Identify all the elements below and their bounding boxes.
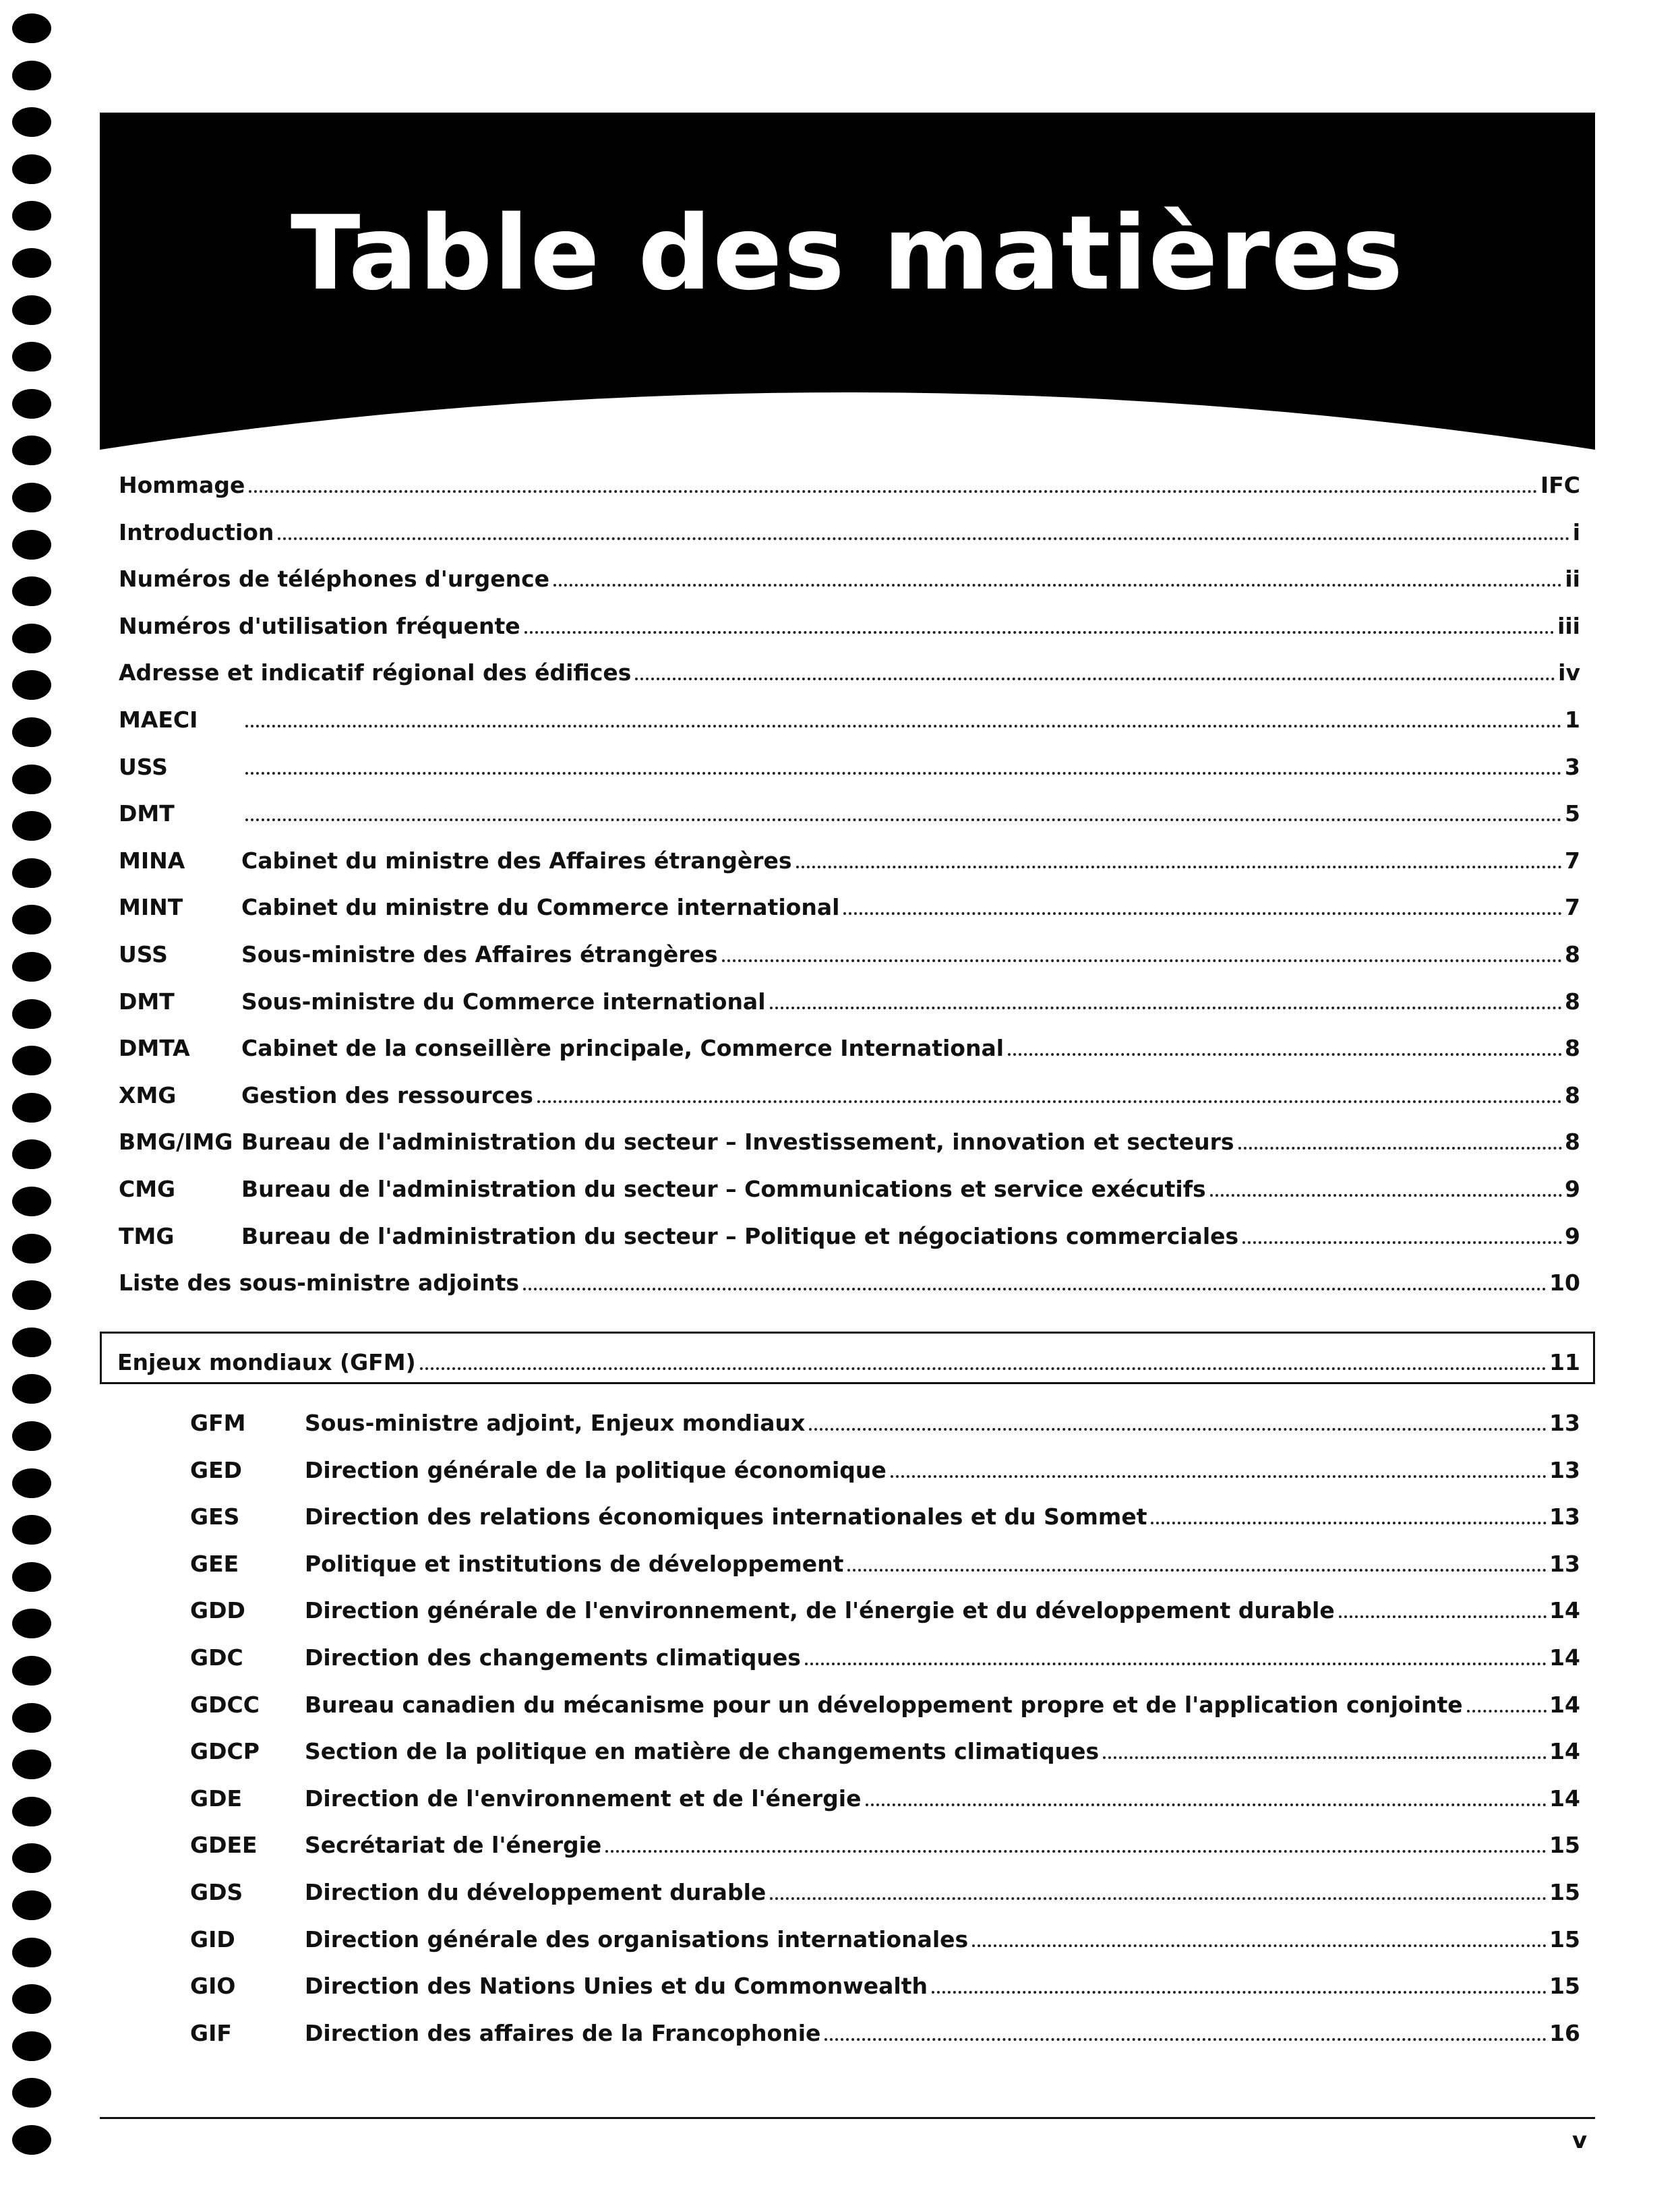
toc-page-number: 8 <box>1565 1035 1580 1062</box>
toc-code: MINT <box>119 894 183 921</box>
toc-title: Liste des sous-ministre adjoints <box>119 1270 520 1296</box>
leader-dots <box>1210 1194 1562 1197</box>
binding-hole <box>12 2031 51 2061</box>
page-number: v <box>1572 2127 1588 2154</box>
toc-row[interactable] <box>190 1868 1580 1905</box>
toc-code: MINA <box>119 847 185 874</box>
footer-rule <box>100 2117 1595 2119</box>
toc-code: GDC <box>190 1644 243 1671</box>
toc-page-number: 14 <box>1549 1785 1580 1812</box>
leader-dots <box>523 1288 1547 1290</box>
toc-title: Direction du développement durable <box>305 1879 767 1905</box>
toc-title: Adresse et indicatif régional des édifices <box>119 659 632 686</box>
section-page: 11 <box>1549 1349 1580 1375</box>
toc-row[interactable] <box>190 1586 1580 1623</box>
toc-row[interactable] <box>119 1117 1580 1155</box>
leader-dots <box>245 772 1562 775</box>
binding-hole <box>12 1374 51 1404</box>
toc-page-number: i <box>1572 518 1580 545</box>
leader-dots <box>809 1428 1547 1431</box>
leader-dots <box>524 631 1555 634</box>
leader-dots <box>770 1007 1563 1009</box>
toc-row[interactable] <box>119 554 1580 592</box>
toc-row[interactable] <box>190 1680 1580 1718</box>
leader-dots <box>420 1367 1547 1370</box>
toc-page-number: 8 <box>1565 1081 1580 1108</box>
leader-dots <box>972 1944 1547 1947</box>
toc-code: GDD <box>190 1597 245 1624</box>
toc-page-number: 14 <box>1549 1644 1580 1671</box>
toc-code: GDEE <box>190 1832 258 1859</box>
toc-row[interactable] <box>119 601 1580 639</box>
toc-row[interactable] <box>190 1820 1580 1858</box>
toc-row[interactable] <box>119 1258 1580 1296</box>
toc-code: GDCC <box>190 1691 260 1718</box>
binding-hole <box>12 483 51 512</box>
binding-hole <box>12 905 51 934</box>
toc-title: Direction des changements climatiques <box>305 1644 801 1671</box>
toc-page-number: 9 <box>1565 1222 1580 1249</box>
toc-page-number: 13 <box>1549 1503 1580 1530</box>
binding-hole <box>12 1468 51 1498</box>
binding-hole <box>12 201 51 231</box>
toc-title: Direction générale de l'environnement, de l'énergie et du développement durable <box>305 1597 1335 1624</box>
toc-title: Bureau de l'administration du secteur – Communications et service exécutifs <box>241 1176 1206 1202</box>
toc-code: GEE <box>190 1550 239 1577</box>
binding-hole <box>12 248 51 278</box>
toc-row[interactable] <box>190 1539 1580 1577</box>
toc-page-number: 15 <box>1549 1973 1580 2000</box>
binding-hole <box>12 1421 51 1451</box>
toc-page-number: 10 <box>1549 1270 1580 1296</box>
toc-page-number: iii <box>1557 612 1580 639</box>
binding-hole <box>12 1938 51 1967</box>
binding-hole <box>12 1280 51 1310</box>
binding-hole <box>12 1187 51 1216</box>
toc-page-number: 13 <box>1549 1410 1580 1436</box>
binding-hole <box>12 342 51 371</box>
toc-page-number: 7 <box>1565 894 1580 921</box>
toc-code: MAECI <box>119 707 198 733</box>
binding-hole <box>12 576 51 606</box>
binding-hole <box>12 1890 51 1920</box>
toc-row[interactable] <box>119 789 1580 827</box>
binding-hole <box>12 436 51 465</box>
toc-code: DMT <box>119 800 175 827</box>
toc-title: Direction des affaires de la Francophonie <box>305 2019 821 2046</box>
toc-title: Bureau canadien du mécanisme pour un développement propre et de l'application conjointe <box>305 1691 1463 1718</box>
toc-page-number: 5 <box>1565 800 1580 827</box>
toc-code: TMG <box>119 1222 175 1249</box>
toc-row[interactable] <box>119 930 1580 967</box>
toc-title: Direction des relations économiques internationales et du Sommet <box>305 1503 1147 1530</box>
leader-dots <box>891 1475 1547 1478</box>
toc-code: BMG/IMG <box>119 1129 233 1156</box>
toc-title: Numéros de téléphones d'urgence <box>119 566 550 593</box>
toc-row[interactable] <box>190 1398 1580 1436</box>
toc-title: Direction de l'environnement et de l'énergie <box>305 1785 862 1812</box>
binding-hole <box>12 13 51 43</box>
toc-page-number: 15 <box>1549 1879 1580 1905</box>
binding-hole <box>12 952 51 982</box>
toc-page-number: 15 <box>1549 1926 1580 1952</box>
binding-hole <box>12 1703 51 1733</box>
leader-dots <box>605 1850 1547 1853</box>
toc-title: Cabinet du ministre des Affaires étrangères <box>241 847 792 874</box>
toc-title: Hommage <box>119 472 245 498</box>
binding-hole <box>12 811 51 841</box>
leader-dots <box>805 1663 1547 1665</box>
toc-code: GFM <box>190 1410 246 1436</box>
binding-hole <box>12 1843 51 1873</box>
section-heading-row[interactable] <box>117 1338 1580 1375</box>
leader-dots <box>1339 1615 1547 1618</box>
binding-hole <box>12 1562 51 1592</box>
toc-title: Sous-ministre adjoint, Enjeux mondiaux <box>305 1410 806 1436</box>
toc-row[interactable] <box>190 1633 1580 1671</box>
toc-row[interactable] <box>119 1023 1580 1061</box>
binding-hole <box>12 61 51 90</box>
binding-hole <box>12 1609 51 1638</box>
toc-title: Direction des Nations Unies et du Commonwealth <box>305 1973 928 2000</box>
toc-title: Bureau de l'administration du secteur – Investissement, innovation et secteurs <box>241 1129 1234 1156</box>
spiral-binding <box>12 13 57 2191</box>
toc-code: GIF <box>190 2019 232 2046</box>
toc-code: GDCP <box>190 1738 260 1765</box>
leader-dots <box>1238 1147 1562 1150</box>
binding-hole <box>12 1984 51 2014</box>
toc-row[interactable] <box>190 1774 1580 1812</box>
toc-row[interactable] <box>190 1445 1580 1483</box>
leader-dots <box>1467 1710 1547 1712</box>
leader-dots <box>866 1803 1547 1806</box>
toc-row[interactable] <box>190 1492 1580 1530</box>
toc-page-number: 13 <box>1549 1456 1580 1483</box>
binding-hole <box>12 2125 51 2155</box>
leader-dots <box>1008 1053 1562 1056</box>
toc-code: DMTA <box>119 1035 190 1062</box>
section-title: Enjeux mondiaux (GFM) <box>117 1349 416 1375</box>
leader-dots <box>245 818 1562 821</box>
binding-hole <box>12 717 51 747</box>
toc-code: GDE <box>190 1785 243 1812</box>
leader-dots <box>1151 1522 1547 1524</box>
toc-row[interactable] <box>190 1915 1580 1952</box>
toc-page-number: 13 <box>1549 1550 1580 1577</box>
toc-code: GED <box>190 1456 243 1483</box>
toc-title: Direction générale de la politique économique <box>305 1456 887 1483</box>
toc-title: Introduction <box>119 518 274 545</box>
toc-page-number: 7 <box>1565 847 1580 874</box>
binding-hole <box>12 1656 51 1686</box>
toc-page-number: 14 <box>1549 1691 1580 1718</box>
toc-page-number: iv <box>1558 659 1580 686</box>
binding-hole <box>12 1328 51 1357</box>
toc-row[interactable] <box>119 742 1580 780</box>
toc-title: Sous-ministre du Commerce international <box>241 988 766 1015</box>
binding-hole <box>12 1139 51 1169</box>
title-banner <box>100 113 1595 450</box>
toc-page-number: ii <box>1565 566 1580 593</box>
toc-title: Bureau de l'administration du secteur – Politique et négociations commerciales <box>241 1222 1239 1249</box>
toc-code: GDS <box>190 1879 243 1905</box>
toc-row[interactable] <box>119 460 1580 498</box>
toc-code: GID <box>190 1926 235 1952</box>
toc-row[interactable] <box>119 883 1580 920</box>
binding-hole <box>12 1797 51 1826</box>
toc-title: Politique et institutions de développement <box>305 1550 844 1577</box>
binding-hole <box>12 999 51 1029</box>
toc-row[interactable] <box>119 977 1580 1015</box>
binding-hole <box>12 1234 51 1263</box>
toc-page-number: 14 <box>1549 1597 1580 1624</box>
toc-page-number: 8 <box>1565 941 1580 967</box>
toc-row[interactable] <box>190 1961 1580 1999</box>
leader-dots <box>843 912 1562 915</box>
toc-title: Secrétariat de l'énergie <box>305 1832 602 1859</box>
toc-title: Direction générale des organisations internationales <box>305 1926 969 1952</box>
toc-page-number: 15 <box>1549 1832 1580 1859</box>
toc-code: DMT <box>119 988 175 1015</box>
leader-dots <box>847 1569 1547 1572</box>
toc-title: Numéros d'utilisation fréquente <box>119 612 520 639</box>
binding-hole <box>12 2078 51 2108</box>
toc-title: Cabinet de la conseillère principale, Commerce International <box>241 1035 1004 1062</box>
toc-code: XMG <box>119 1081 177 1108</box>
leader-dots <box>1103 1756 1547 1759</box>
leader-dots <box>932 1991 1547 1994</box>
toc-title: Gestion des ressources <box>241 1081 533 1108</box>
binding-hole <box>12 295 51 325</box>
binding-hole <box>12 670 51 700</box>
leader-dots <box>278 537 1569 540</box>
binding-hole <box>12 530 51 560</box>
toc-row[interactable] <box>119 1164 1580 1202</box>
binding-hole <box>12 389 51 419</box>
leader-dots <box>824 2038 1547 2041</box>
toc-row[interactable] <box>190 1727 1580 1764</box>
leader-dots <box>1242 1241 1562 1244</box>
toc-code: USS <box>119 941 168 967</box>
toc-code: USS <box>119 753 168 780</box>
toc-page-number: 1 <box>1565 707 1580 733</box>
toc-code: GIO <box>190 1973 236 2000</box>
binding-hole <box>12 107 51 137</box>
leader-dots <box>249 490 1538 493</box>
binding-hole <box>12 1046 51 1075</box>
toc-page-number: 14 <box>1549 1738 1580 1765</box>
binding-hole <box>12 765 51 794</box>
toc-row[interactable] <box>119 508 1580 545</box>
leader-dots <box>245 725 1562 727</box>
toc-row[interactable] <box>119 836 1580 874</box>
leader-dots <box>770 1897 1547 1900</box>
binding-hole <box>12 154 51 184</box>
toc-row[interactable] <box>119 695 1580 733</box>
toc-page-number: 8 <box>1565 988 1580 1015</box>
toc-title: Section de la politique en matière de changements climatiques <box>305 1738 1100 1765</box>
toc-page-number: IFC <box>1540 472 1580 498</box>
binding-hole <box>12 1093 51 1123</box>
page-title: Table des matières <box>290 193 1405 313</box>
leader-dots <box>537 1100 1562 1103</box>
leader-dots <box>722 959 1562 962</box>
toc-title: Cabinet du ministre du Commerce international <box>241 894 840 921</box>
toc-row[interactable] <box>119 648 1580 686</box>
binding-hole <box>12 1515 51 1545</box>
toc-page-number: 9 <box>1565 1176 1580 1202</box>
toc-row[interactable] <box>119 1071 1580 1108</box>
toc-page-number: 16 <box>1549 2019 1580 2046</box>
toc-code: CMG <box>119 1176 176 1202</box>
leader-dots <box>553 584 1562 587</box>
binding-hole <box>12 1750 51 1779</box>
toc-page-number: 3 <box>1565 753 1580 780</box>
toc-page-number: 8 <box>1565 1129 1580 1156</box>
leader-dots <box>796 866 1563 868</box>
leader-dots <box>635 678 1555 680</box>
toc-row[interactable] <box>119 1212 1580 1249</box>
binding-hole <box>12 858 51 888</box>
toc-row[interactable] <box>190 2008 1580 2046</box>
toc-title: Sous-ministre des Affaires étrangères <box>241 941 718 967</box>
toc-code: GES <box>190 1503 240 1530</box>
binding-hole <box>12 624 51 653</box>
